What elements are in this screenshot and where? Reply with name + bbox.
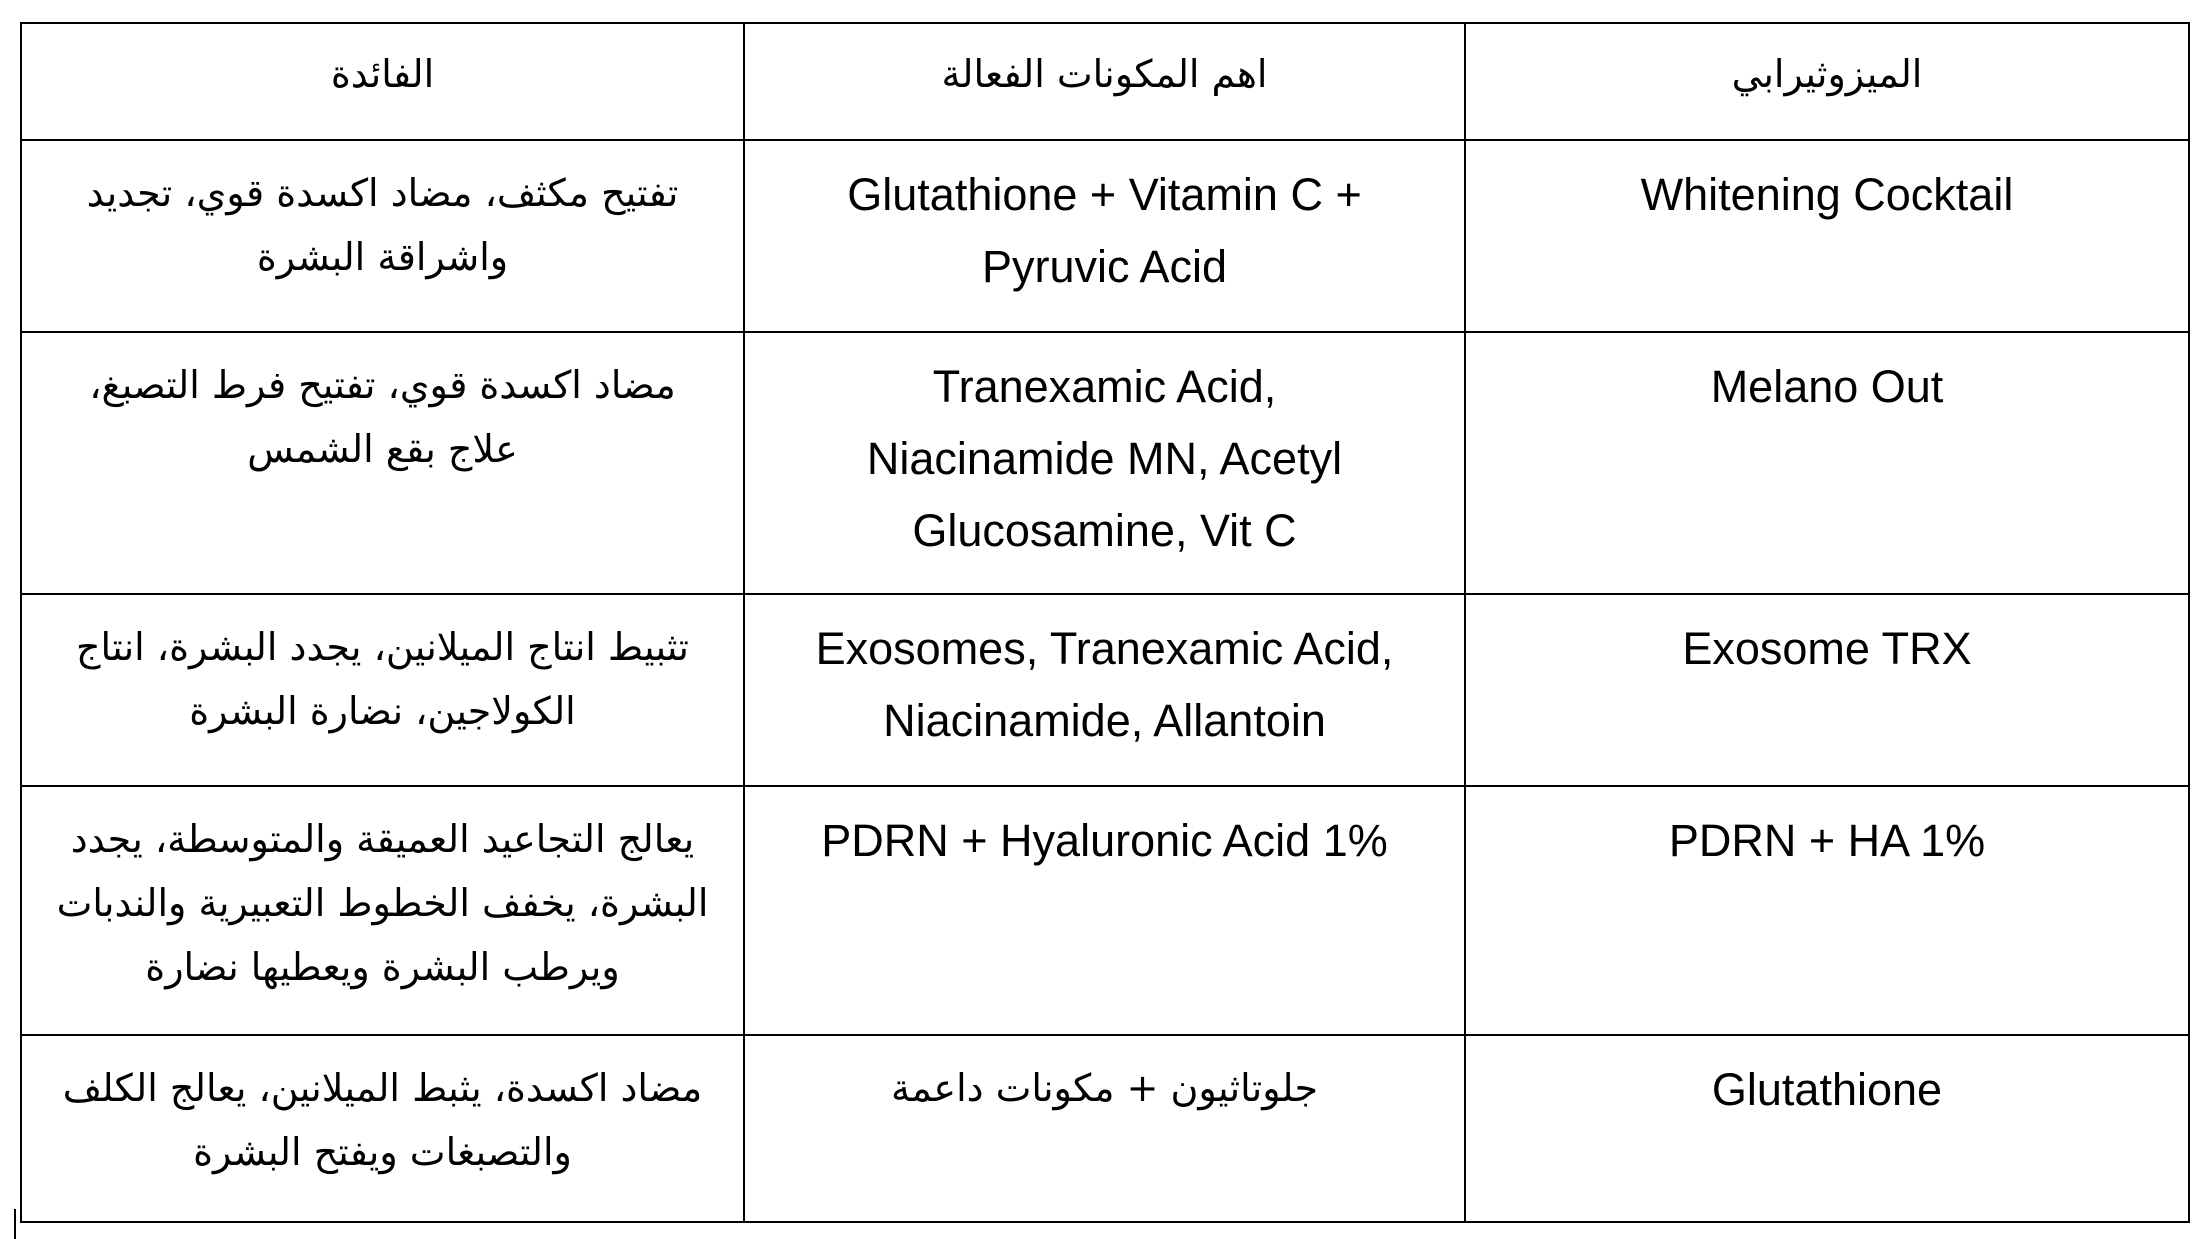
- cell-benefit: [21, 594, 744, 786]
- cell-benefit: [21, 1035, 744, 1222]
- header-ingredients: اهم المكونات الفعالة: [941, 52, 1268, 96]
- header-cell-mesotherapy: [1465, 23, 2189, 140]
- cell-ingredients: [744, 1035, 1465, 1222]
- table-row: [21, 1035, 2189, 1222]
- table-row: [21, 332, 2189, 594]
- mesotherapy-name: Exosome TRX: [1682, 623, 1972, 674]
- mesotherapy-name: PDRN + HA 1%: [1668, 815, 1986, 866]
- cell-mesotherapy: [1465, 786, 2189, 1035]
- ingredients-text: Exosomes, Tranexamic Acid, Niacinamide, Allantoin: [815, 623, 1394, 746]
- cell-benefit: [21, 332, 744, 594]
- cell-mesotherapy: [1465, 332, 2189, 594]
- cell-benefit: [21, 140, 744, 332]
- header-benefit: الفائدة: [330, 52, 435, 96]
- mesotherapy-name: Glutathione: [1711, 1064, 1943, 1115]
- ingredients-text: جلوتاثيون + مكونات داعمة: [891, 1066, 1318, 1110]
- header-mesotherapy: الميزوثيرابي: [1731, 52, 1923, 96]
- ingredients-text: Glutathione + Vitamin C + Pyruvic Acid: [847, 169, 1362, 292]
- benefit-text: يعالج التجاعيد العميقة والمتوسطة، يجدد البشرة، يخفف الخطوط التعبيرية والندبات ويرطب البشرة ويعطيها نضارة: [56, 817, 709, 989]
- mesotherapy-name: Melano Out: [1710, 361, 1944, 412]
- cell-ingredients: [744, 140, 1465, 332]
- table-row: [21, 140, 2189, 332]
- cell-benefit: [21, 786, 744, 1035]
- table-row: [21, 786, 2189, 1035]
- cell-ingredients: [744, 786, 1465, 1035]
- benefit-text: تثبيط انتاج الميلانين، يجدد البشرة، انتاج الكولاجين، نضارة البشرة: [76, 625, 689, 733]
- benefit-text: مضاد اكسدة قوي، تفتيح فرط التصبغ، علاج بقع الشمس: [89, 363, 676, 471]
- page-margin-line: [14, 1209, 16, 1239]
- table-row: [21, 594, 2189, 786]
- cell-mesotherapy: [1465, 594, 2189, 786]
- table-header-row: [21, 23, 2189, 140]
- cell-ingredients: [744, 594, 1465, 786]
- header-cell-benefit: [21, 23, 744, 140]
- mesotherapy-name: Whitening Cocktail: [1640, 169, 2014, 220]
- cell-mesotherapy: [1465, 140, 2189, 332]
- mesotherapy-table: [20, 22, 2190, 1223]
- ingredients-text: PDRN + Hyaluronic Acid 1%: [821, 815, 1388, 866]
- benefit-text: تفتيح مكثف، مضاد اكسدة قوي، تجديد واشراقة البشرة: [86, 171, 679, 279]
- ingredients-text: Tranexamic Acid, Niacinamide MN, Acetyl Glucosamine, Vit C: [866, 361, 1343, 556]
- header-cell-ingredients: [744, 23, 1465, 140]
- benefit-text: مضاد اكسدة، يثبط الميلانين، يعالج الكلف والتصبغات ويفتح البشرة: [62, 1066, 703, 1174]
- cell-mesotherapy: [1465, 1035, 2189, 1222]
- cell-ingredients: [744, 332, 1465, 594]
